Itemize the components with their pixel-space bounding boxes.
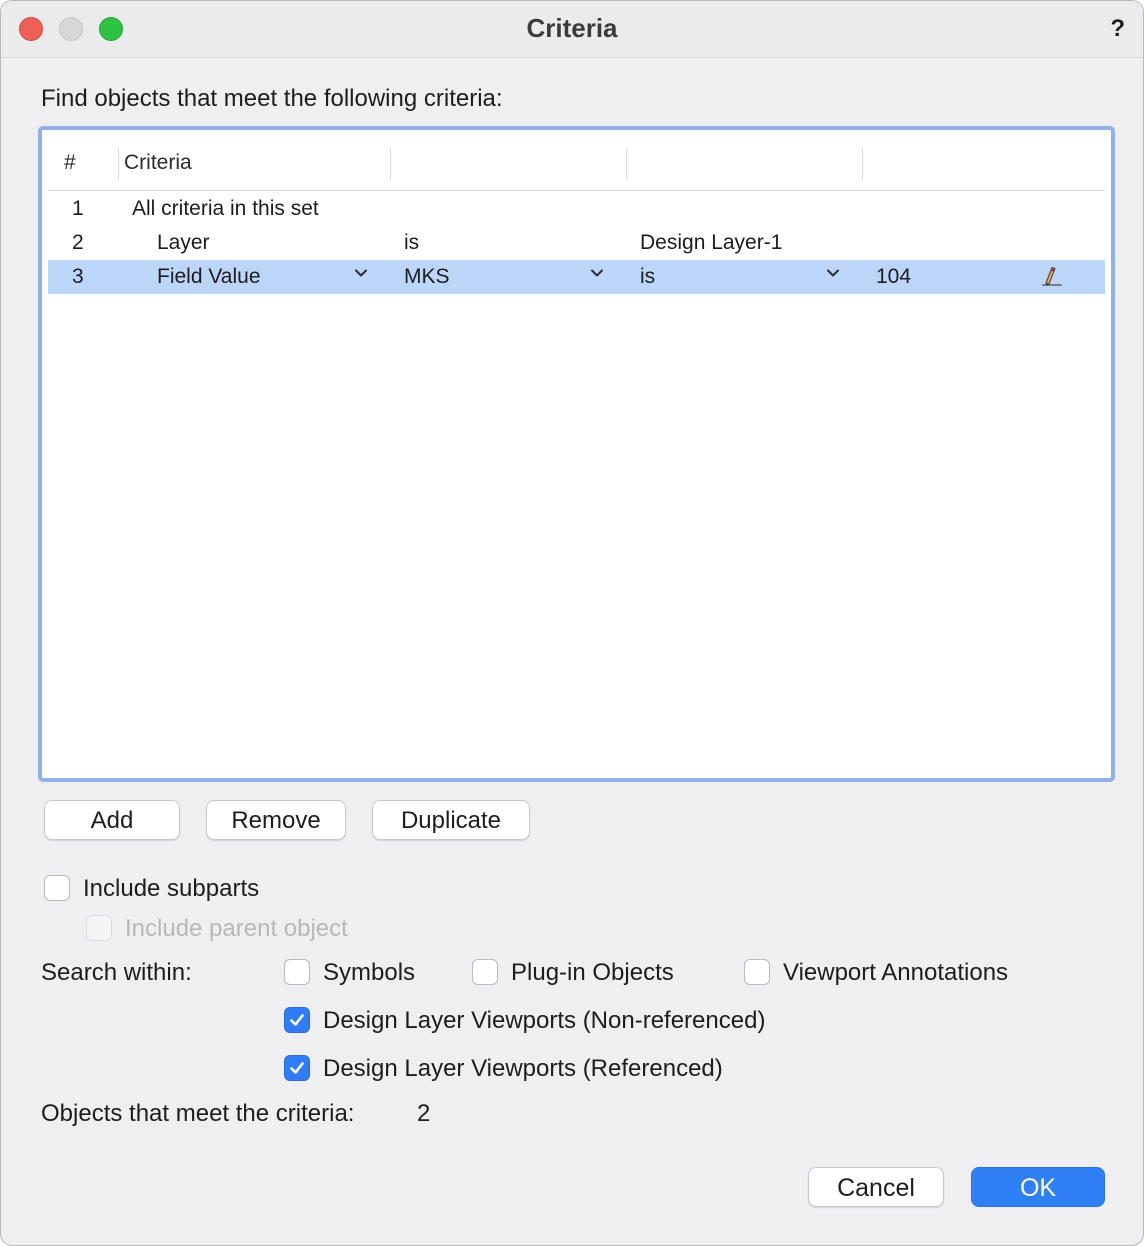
row-operator: is: [404, 231, 420, 254]
table-row[interactable]: [48, 226, 1105, 260]
column-divider: [862, 148, 863, 180]
row-number: 1: [72, 197, 84, 220]
column-header-number[interactable]: #: [64, 151, 76, 174]
operator-popup[interactable]: is: [640, 265, 656, 288]
criteria-heading: Find objects that meet the following criteria:: [41, 85, 503, 112]
ok-button[interactable]: OK: [971, 1167, 1105, 1207]
column-divider: [118, 148, 119, 180]
window-title: Criteria: [526, 13, 618, 43]
column-divider: [626, 148, 627, 180]
table-row[interactable]: [48, 192, 1105, 226]
plugin-objects-checkbox[interactable]: [472, 959, 498, 985]
value-field[interactable]: 104: [876, 265, 912, 288]
include-parent-object-label: Include parent object: [125, 915, 348, 942]
list-header: [48, 142, 1105, 191]
symbols-label[interactable]: Symbols: [323, 959, 416, 986]
field-name-popup[interactable]: MKS: [404, 265, 450, 288]
include-subparts-label[interactable]: Include subparts: [83, 875, 260, 902]
criteria-list[interactable]: [38, 126, 1115, 782]
remove-button[interactable]: Remove: [206, 800, 346, 840]
plugin-objects-label[interactable]: Plug-in Objects: [511, 959, 674, 986]
viewport-annotations-checkbox[interactable]: [744, 959, 770, 985]
include-subparts-checkbox[interactable]: [44, 875, 70, 901]
column-header-criteria[interactable]: Criteria: [124, 151, 192, 174]
viewport-annotations-label[interactable]: Viewport Annotations: [783, 959, 1009, 986]
dlv-nonreferenced-label[interactable]: Design Layer Viewports (Non-referenced): [323, 1007, 766, 1034]
include-parent-object-checkbox: [86, 915, 112, 941]
column-divider: [390, 148, 391, 180]
dlv-nonreferenced-checkbox[interactable]: [284, 1007, 310, 1033]
chevron-down-icon[interactable]: [590, 266, 604, 280]
table-row-selected[interactable]: [48, 260, 1105, 294]
duplicate-button[interactable]: Duplicate: [372, 800, 530, 840]
add-button[interactable]: Add: [44, 800, 180, 840]
row-number: 3: [72, 265, 84, 288]
result-count-label: Objects that meet the criteria:: [41, 1100, 355, 1127]
cancel-button[interactable]: Cancel: [808, 1167, 944, 1207]
row-value: Design Layer-1: [640, 231, 783, 254]
symbols-checkbox[interactable]: [284, 959, 310, 985]
dlv-referenced-checkbox[interactable]: [284, 1055, 310, 1081]
chevron-down-icon[interactable]: [826, 266, 840, 280]
search-within-label: Search within:: [41, 959, 192, 986]
result-count-value: 2: [417, 1100, 431, 1127]
row-criteria: All criteria in this set: [132, 197, 319, 220]
row-number: 2: [72, 231, 84, 254]
criteria-type-popup[interactable]: Field Value: [157, 265, 261, 288]
help-button[interactable]: ?: [1110, 15, 1125, 42]
dlv-referenced-label[interactable]: Design Layer Viewports (Referenced): [323, 1055, 723, 1082]
row-criteria: Layer: [157, 231, 210, 254]
edit-value-icon[interactable]: [1039, 265, 1065, 289]
chevron-down-icon[interactable]: [354, 266, 368, 280]
title-bar: [1, 1, 1143, 58]
